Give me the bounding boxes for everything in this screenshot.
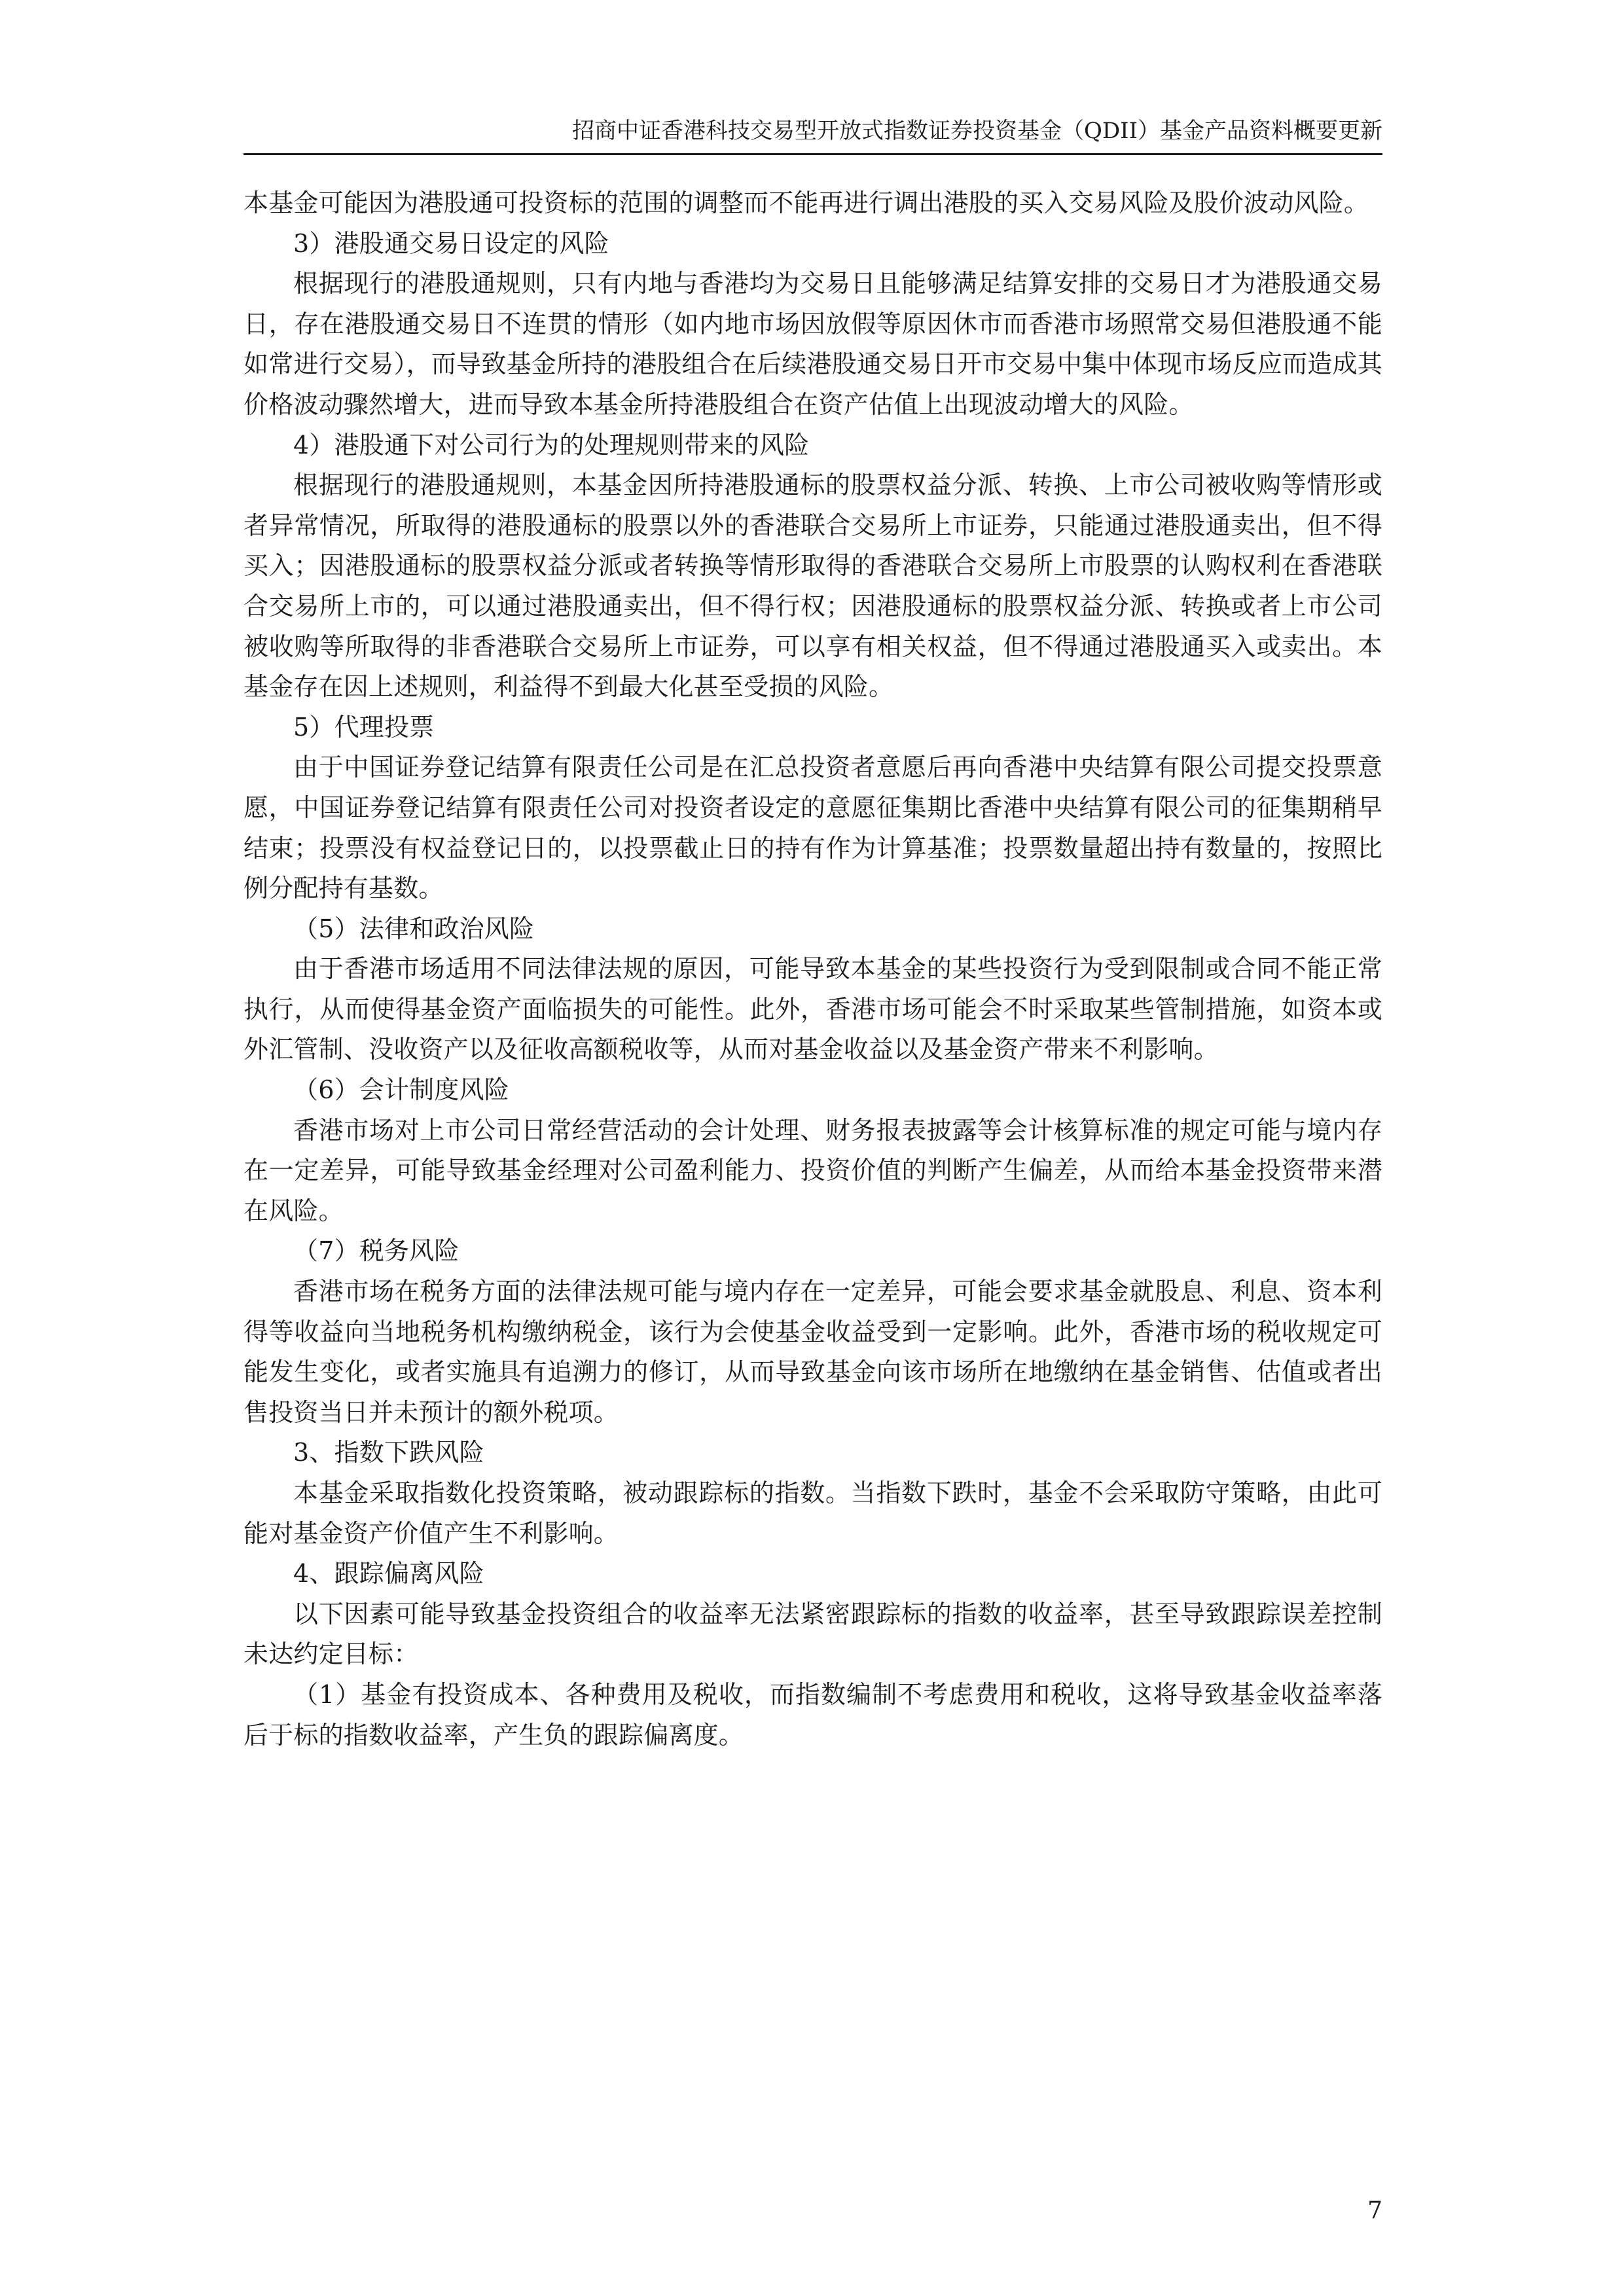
paragraph: 根据现行的港股通规则，只有内地与香港均为交易日且能够满足结算安排的交易日才为港股通交易日，存在港股通交易日不连贯的情形（如内地市场因放假等原因休市而香港市场照常交易但港股通不能如常进行交易），而导致基金所持的港股组合在后续港股通交易日开市交易中集中体现市场反应而造成其价格波动骤然增大，进而导致本基金所持港股组合在资产估值上出现波动增大的风险。 <box>244 269 1382 419</box>
section-heading: 3）港股通交易日设定的风险 <box>293 228 609 258</box>
paragraph: 以下因素可能导致基金投资组合的收益率无法紧密跟踪标的指数的收益率，甚至导致跟踪误差控制未达约定目标： <box>244 1599 1382 1669</box>
paragraph: 本基金采取指数化投资策略，被动跟踪标的指数。当指数下跌时，基金不会采取防守策略，由此可能对基金资产价值产生不利影响。 <box>244 1479 1382 1548</box>
section-heading: （7）税务风险 <box>293 1236 460 1266</box>
paragraph: 香港市场对上市公司日常经营活动的会计处理、财务报表披露等会计核算标准的规定可能与境内存在一定差异，可能导致基金经理对公司盈利能力、投资价值的判断产生偏差，从而给本基金投资带来潜在风险。 <box>244 1115 1382 1225</box>
paragraph: 香港市场在税务方面的法律法规可能与境内存在一定差异，可能会要求基金就股息、利息、资本利得等收益向当地税务机构缴纳税金，该行为会使基金收益受到一定影响。此外，香港市场的税收规定可能发生变化，或者实施具有追溯力的修订，从而导致基金向该市场所在地缴纳在基金销售、估值或者出售投资当日并未预计的额外税项。 <box>244 1277 1382 1427</box>
section-heading: 5）代理投票 <box>293 712 435 742</box>
paragraph: 由于中国证券登记结算有限责任公司是在汇总投资者意愿后再向香港中央结算有限公司提交投票意愿，中国证券登记结算有限责任公司对投资者设定的意愿征集期比香港中央结算有限公司的征集期稍早结束；投票没有权益登记日的，以投票截止日的持有作为计算基准；投票数量超出持有数量的，按照比例分配持有基数。 <box>244 753 1382 903</box>
section-heading: 4）港股通下对公司行为的处理规则带来的风险 <box>293 430 810 459</box>
section-heading: 3、指数下跌风险 <box>293 1438 484 1467</box>
document-body <box>244 183 1382 1755</box>
paragraph: 根据现行的港股通规则，本基金因所持港股通标的股票权益分派、转换、上市公司被收购等情形或者异常情况，所取得的港股通标的股票以外的香港联合交易所上市证券，只能通过港股通卖出，但不得买入；因港股通标的股票权益分派或者转换等情形取得的香港联合交易所上市股票的认购权利在香港联合交易所上市的，可以通过港股通卖出，但不得行权；因港股通标的股票权益分派、转换或者上市公司被收购等所取得的非香港联合交易所上市证券，可以享有相关权益，但不得通过港股通买入或卖出。本基金存在因上述规则，利益得不到最大化甚至受损的风险。 <box>244 471 1382 702</box>
header-rule <box>244 153 1382 155</box>
section-heading: 4、跟踪偏离风险 <box>293 1559 484 1588</box>
section-heading: （6）会计制度风险 <box>293 1075 509 1105</box>
document-header: 招商中证香港科技交易型开放式指数证券投资基金（QDII）基金产品资料概要更新 <box>572 118 1382 144</box>
paragraph: 本基金可能因为港股通可投资标的范围的调整而不能再进行调出港股的买入交易风险及股价波动风险。 <box>244 188 1369 217</box>
paragraph: 由于香港市场适用不同法律法规的原因，可能导致本基金的某些投资行为受到限制或合同不能正常执行，从而使得基金资产面临损失的可能性。此外，香港市场可能会不时采取某些管制措施，如资本或外汇管制、没收资产以及征收高额税收等，从而对基金收益以及基金资产带来不利影响。 <box>244 954 1382 1064</box>
section-heading: （5）法律和政治风险 <box>293 914 535 943</box>
page-number: 7 <box>1367 2197 1382 2224</box>
paragraph: （1）基金有投资成本、各种费用及税收，而指数编制不考虑费用和税收，这将导致基金收益率落后于标的指数收益率，产生负的跟踪偏离度。 <box>244 1679 1382 1749</box>
